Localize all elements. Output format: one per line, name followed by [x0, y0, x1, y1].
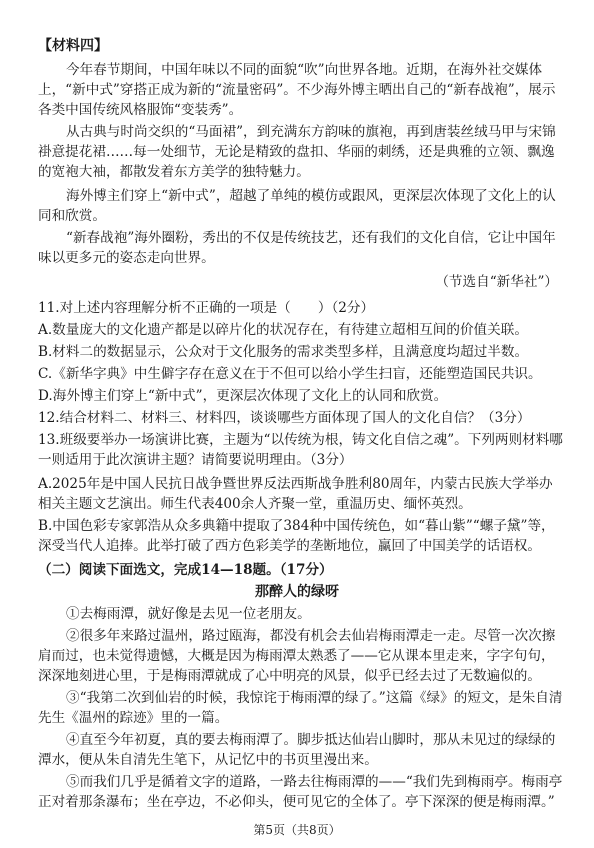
material-paragraph-4: “新春战袍”海外圈粉，秀出的不仅是传统技艺，还有我们的文化自信，它让中国年味以更多元的姿态走向世界。 [38, 230, 556, 266]
material-paragraph-1: 今年春节期间，中国年味以不同的面貌“吹”向世界各地。近期，在海外社交媒体上，“新中式”穿搭正成为新的“流量密码”。不少海外博主晒出自己的“新春战袍”，展示各类中国传统风格服饰“变装秀”。 [38, 62, 556, 118]
page-number: 第5页（共8页） [253, 823, 341, 837]
essay-paragraph-2: ②很多年来路过温州，路过瓯海，都没有机会去仙岩梅雨潭走一走。尽管一次次擦肩而过，也未觉得遗憾，大概是因为梅雨潭太熟悉了——它从课本里走来，字字句句，深深地刻进心里，于是梅雨潭就成了心中明亮的风景，似乎已经去过了无数遍似的。 [38, 628, 556, 684]
question-11-option-a: A.数量庞大的文化遗产都是以碎片化的状况存在，有待建立超相互间的价值关联。 [38, 322, 528, 338]
question-13-material-a: A.2025年是中国人民抗日战争暨世界反法西斯战争胜利80周年，内蒙古民族大学举办相关主题文艺演出。师生代表400余人齐聚一堂，重温历史、缅怀英烈。 [38, 476, 553, 512]
question-13: 13.班级要举办一场演讲比赛，主题为“以传统为根，铸文化自信之魂”。下列两则材料哪一则适用于此次演讲主题？请简要说明理由。（3分） [38, 432, 563, 468]
material-four-heading: 【材料四】 [38, 38, 108, 54]
question-11-option-b: B.材料二的数据显示，公众对于文化服务的需求类型多样，且满意度均超过半数。 [38, 344, 529, 360]
question-12: 12.结合材料二、材料三、材料四，谈谈哪些方面体现了国人的文化自信？（3分） [38, 410, 531, 426]
essay-paragraph-4: ④直至今年初夏，真的要去梅雨潭了。脚步抵达仙岩山脚时，那从未见过的绿绿的潭水，便从朱自清先生笔下，从记忆中的书页里漫出来。 [38, 732, 556, 768]
essay-paragraph-1: ①去梅雨潭，就好像是去见一位老朋友。 [66, 606, 311, 622]
question-13-material-b: B.中国色彩专家郭浩从众多典籍中提取了384种中国传统色，如“暮山紫”“螺子黛”等，深受当代人追捧。此举打破了西方色彩美学的垄断地位，赢回了中国美学的话语权。 [38, 518, 555, 554]
question-11-option-c: C.《新华字典》中生僻字存在意义在于不但可以给小学生扫盲，还能塑造国民共识。 [38, 366, 542, 382]
essay-paragraph-5: ⑤而我们几乎是循着文字的道路，一路去往梅雨潭的——“我们先到梅雨亭。梅雨亭正对着那条瀑布；坐在亭边，不必仰头，便可见它的全体了。亭下深深的便是梅雨潭。” [38, 774, 563, 810]
source-note: （节选自“新华社”） [435, 274, 558, 290]
material-paragraph-2: 从古典与时尚交织的“马面裙”，到充满东方韵味的旗袍，再到唐装丝绒马甲与宋锦褂意提花裙……每一处细节，无论是精致的盘扣、华丽的刺绣，还是典雅的立领、飘逸的宽袍大袖，都散发着东方美学的独特魅力。 [38, 124, 556, 180]
material-paragraph-3: 海外博主们穿上“新中式”，超越了单纯的模仿或跟风，更深层次体现了文化上的认同和欣赏。 [38, 188, 556, 224]
reading-section-heading: （二）阅读下面选文，完成14—18题。（17分） [38, 562, 333, 578]
question-11: 11.对上述内容理解分析不正确的一项是（ ）（2分） [38, 300, 375, 316]
essay-title: 那醉人的绿呀 [255, 584, 339, 600]
essay-paragraph-3: ③“我第二次到仙岩的时候，我惊诧于梅雨潭的绿了。”这篇《绿》的短文，是朱自清先生《温州的踪迹》里的一篇。 [38, 690, 563, 726]
question-11-option-d: D.海外博主们穿上“新中式”，更深层次体现了文化上的认同和欣赏。 [38, 388, 448, 404]
